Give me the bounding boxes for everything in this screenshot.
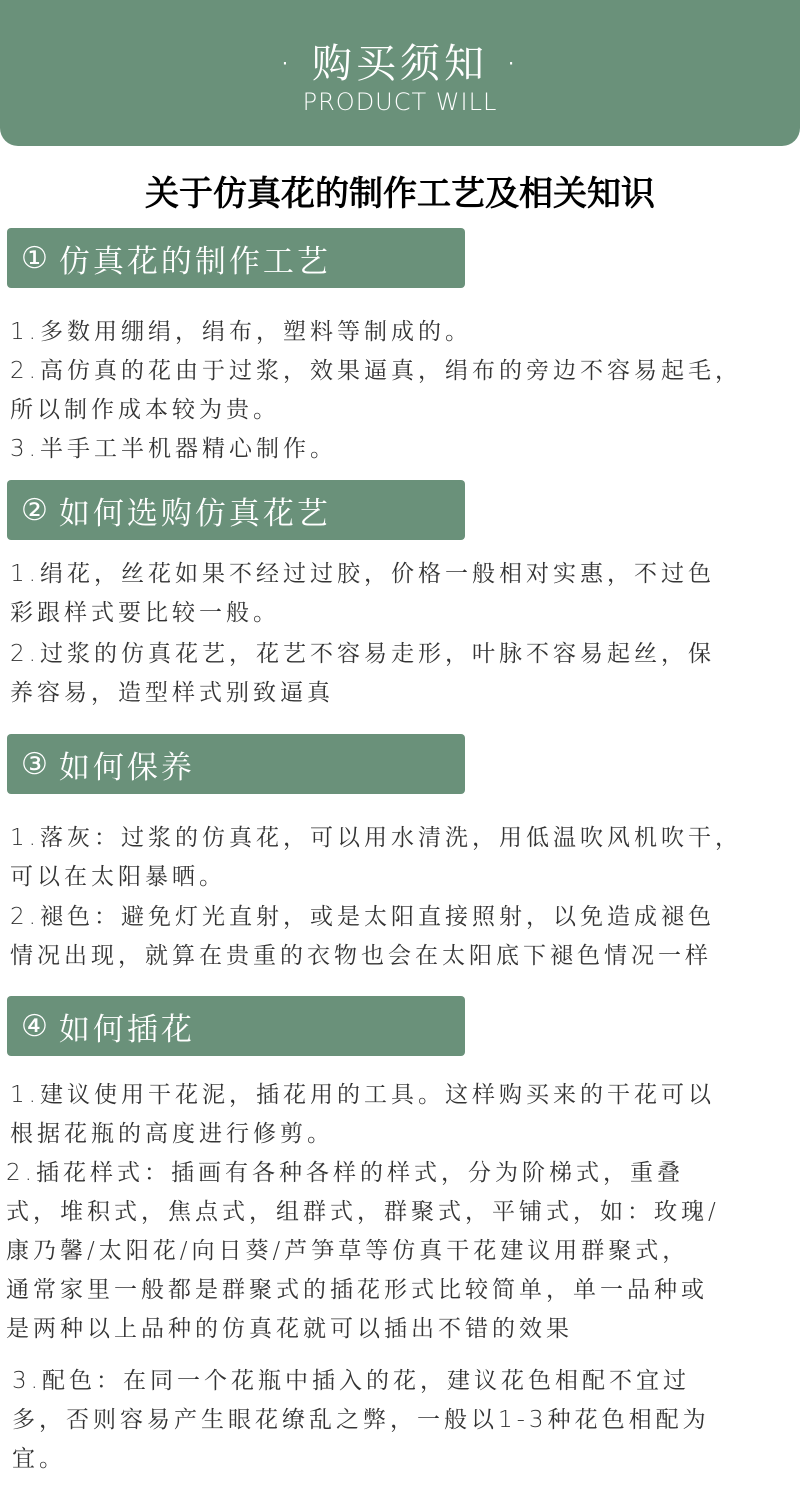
header-banner [0, 0, 800, 146]
section-3-title: 如何保养 [58, 749, 195, 786]
header-subtitle: PRODUCT WILL [302, 88, 498, 116]
section-3-item-1: 1.落灰：过浆的仿真花，可以用水清洗，用低温吹风机吹干， 可以在太阳暴晒。 [10, 825, 742, 890]
header-title: · 购买须知 · [278, 41, 522, 87]
section-1-item-3: 3.半手工半机器精心制作。 [10, 436, 337, 462]
section-2-item-1: 1.绢花，丝花如果不经过过胶，价格一般相对实惠，不过色 彩跟样式要比较一般。 [10, 561, 715, 626]
section-2-item-2: 2.过浆的仿真花艺，花艺不容易走形，叶脉不容易起丝，保 养容易，造型样式别致逼真 [10, 641, 715, 706]
section-1-item-2: 2.高仿真的花由于过浆，效果逼真，绢布的旁边不容易起毛， 所以制作成本较为贵。 [10, 358, 742, 423]
section-3-item-2: 2.褪色：避免灯光直射，或是太阳直接照射，以免造成褪色 情况出现，就算在贵重的衣物也会在太阳底下褪色情况一样 [10, 904, 715, 969]
section-3-heading [7, 734, 465, 794]
section-4-heading [7, 996, 465, 1056]
section-1-heading [7, 228, 465, 288]
section-2-heading [7, 480, 465, 540]
section-1-title: 仿真花的制作工艺 [58, 243, 331, 280]
section-2-number: ② [21, 492, 51, 528]
section-4-title: 如何插花 [58, 1011, 195, 1048]
section-1-number: ① [21, 240, 51, 276]
section-3-number: ③ [21, 746, 51, 782]
section-2-title: 如何选购仿真花艺 [58, 495, 331, 532]
page-title: 关于仿真花的制作工艺及相关知识 [145, 174, 655, 214]
section-4-item-3: 3.配色：在同一个花瓶中插入的花，建议花色相配不宜过 多，否则容易产生眼花缭乱之弊，一般以1-3种花色相配为 宜。 [12, 1368, 710, 1472]
section-4-item-1: 1.建议使用干花泥，插花用的工具。这样购买来的干花可以 根据花瓶的高度进行修剪。 [10, 1082, 715, 1147]
section-4-item-2: 2.插花样式：插画有各种各样的样式，分为阶梯式，重叠 式，堆积式，焦点式，组群式，群聚式，平铺式，如：玫瑰/ 康乃馨/太阳花/向日葵/芦笋草等仿真干花建议用群聚式， 通常家里一般都是群聚式的插花形式比较简单，单一品种或 是两种以上品种的仿真花就可以插出不错的效果 [6, 1160, 720, 1342]
section-4-number: ④ [21, 1008, 51, 1044]
section-1-item-1: 1.多数用绷绢，绢布，塑料等制成的。 [10, 319, 472, 345]
